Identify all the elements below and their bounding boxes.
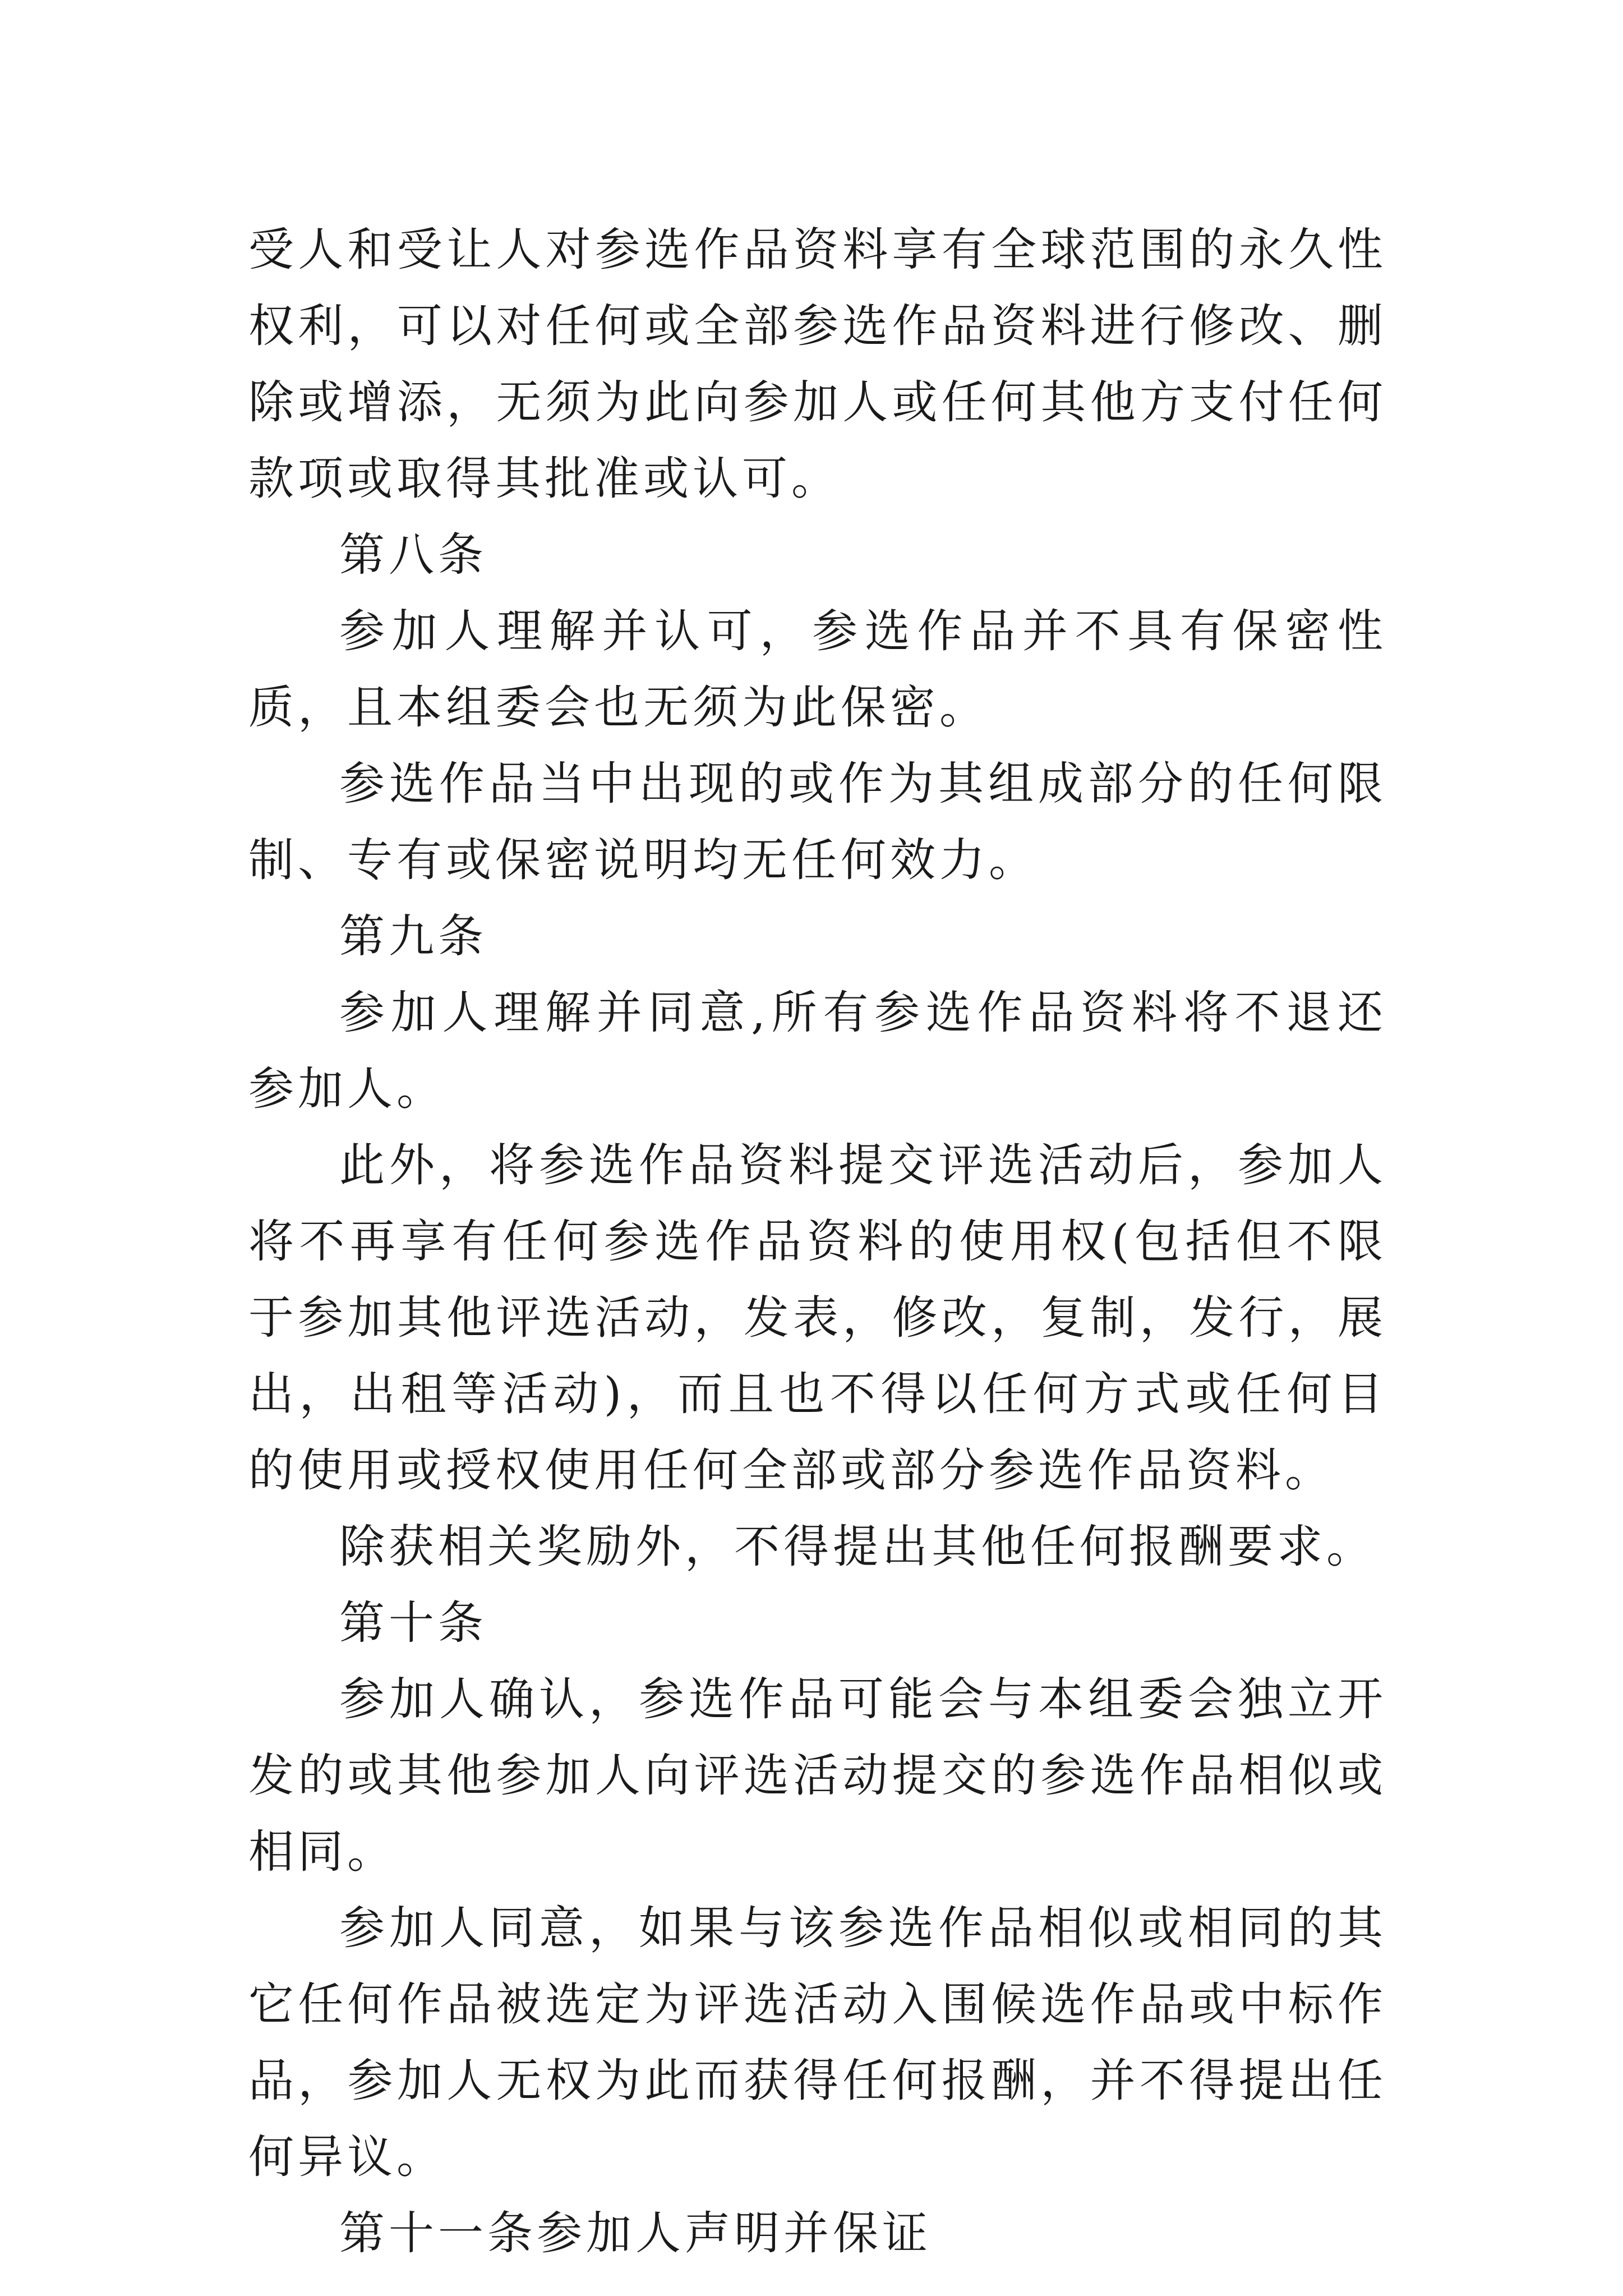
article-9-heading: 第九条: [339, 910, 488, 963]
article-9-para-3: 除获相关奖励外，不得提出其他任何报酬要求。: [339, 1521, 1376, 1573]
article-10-para-2: 参加人同意，如果与该参选作品相似或相同的其它任何作品被选定为评选活动入围候选作品或中标作品，参加人无权为此而获得任何报酬，并不得提出任何异议。: [248, 1902, 1387, 2184]
paragraph-rights-continuation: 受人和受让人对参选作品资料享有全球范围的永久性权利，可以对任何或全部参选作品资料进行修改、删除或增添，无须为此向参加人或任何其他方支付任何款项或取得其批准或认可。: [248, 224, 1387, 505]
article-10-heading: 第十条: [339, 1597, 488, 1650]
article-8-para-2: 参选作品当中出现的或作为其组成部分的任何限制、专有或保密说明均无任何效力。: [248, 758, 1387, 887]
article-11-heading: 第十一条参加人声明并保证: [339, 2207, 932, 2260]
article-8-para-1: 参加人理解并认可，参选作品并不具有保密性质，且本组委会也无须为此保密。: [248, 605, 1387, 734]
article-9-para-1: 参加人理解并同意,所有参选作品资料将不退还参加人。: [248, 987, 1387, 1116]
document-body: [248, 212, 1387, 2272]
article-10-para-1: 参加人确认，参选作品可能会与本组委会独立开发的或其他参加人向评选活动提交的参选作品相似或相同。: [248, 1673, 1387, 1879]
article-9-para-2: 此外，将参选作品资料提交评选活动后，参加人将不再享有任何参选作品资料的使用权(包括但不限于参加其他评选活动，发表，修改，复制，发行，展出，出租等活动)，而且也不得以任何方式或任何目的使用或授权使用任何全部或部分参选作品资料。: [248, 1139, 1387, 1497]
article-8-heading: 第八条: [339, 529, 488, 582]
